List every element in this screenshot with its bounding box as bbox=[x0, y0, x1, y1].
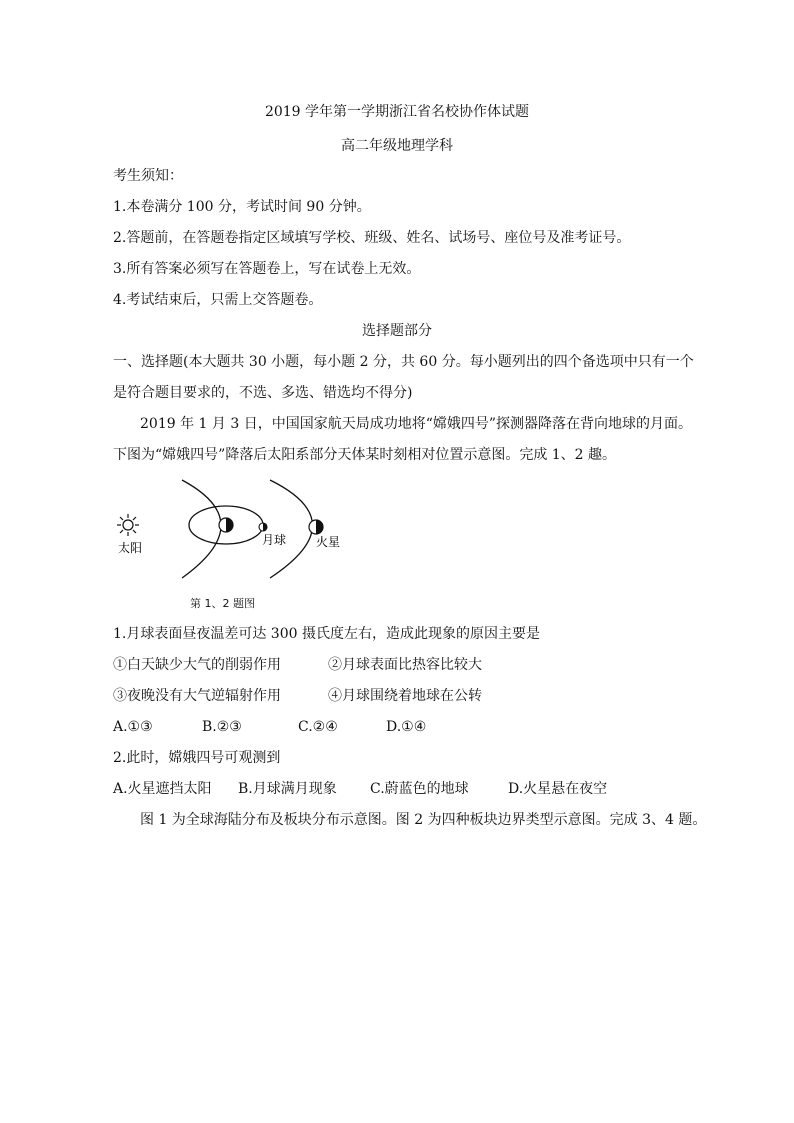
notice-item: 3.所有答案必须写在答题卷上，写在试卷上无效。 bbox=[113, 261, 421, 277]
choice-d: D.火星悬在夜空 bbox=[508, 781, 608, 797]
solar-system-diagram bbox=[110, 472, 370, 612]
statement: ②月球表面比热容比较大 bbox=[328, 657, 482, 673]
choice-b: B.月球满月现象 bbox=[238, 781, 337, 797]
earth-icon bbox=[219, 518, 233, 532]
choice-c: C.蔚蓝色的地球 bbox=[370, 781, 469, 797]
section-instructions: 一、选择题(本大题共 30 小题，每小题 2 分，共 60 分。每小题列出的四个备选项中只有一个 bbox=[113, 354, 694, 370]
figure-caption: 第 1、2 题图 bbox=[190, 597, 255, 610]
section-title: 选择题部分 bbox=[362, 323, 432, 339]
choice-c: C.②④ bbox=[298, 719, 338, 735]
notice-item: 4.考试结束后，只需上交答题卷。 bbox=[113, 292, 323, 308]
choice-a: A.火星遮挡太阳 bbox=[113, 781, 212, 797]
exam-subtitle: 高二年级地理学科 bbox=[341, 138, 453, 154]
question-2-stem: 2.此时，嫦娥四号可观测到 bbox=[113, 750, 281, 766]
notice-item: 2.答题前，在答题卷指定区域填写学校、班级、姓名、试场号、座位号及准考证号。 bbox=[113, 230, 631, 246]
earth-orbit bbox=[182, 480, 221, 578]
choice-b: B.②③ bbox=[202, 719, 242, 735]
question-1-stem: 1.月球表面昼夜温差可达 300 摄氏度左右，造成此现象的原因主要是 bbox=[113, 626, 540, 642]
moon-icon bbox=[259, 523, 267, 531]
mars-label: 火星 bbox=[316, 535, 341, 549]
notice-item: 1.本卷满分 100 分，考试时间 90 分钟。 bbox=[113, 199, 371, 215]
exam-title: 2019 学年第一学期浙江省名校协作体试题 bbox=[264, 104, 530, 120]
statement: ①白天缺少大气的削弱作用 bbox=[113, 657, 281, 673]
choice-a: A.①③ bbox=[113, 719, 153, 735]
statement: ④月球围绕着地球在公转 bbox=[328, 688, 482, 704]
mars-icon bbox=[309, 520, 323, 534]
moon-label: 月球 bbox=[262, 533, 287, 547]
statement: ③夜晚没有大气逆辐射作用 bbox=[113, 688, 281, 704]
passage-text: 2019 年 1 月 3 日，中国国家航天局成功地将“嫦娥四号”探测器降落在背向地球的月面。 bbox=[140, 416, 693, 432]
passage-text: 图 1 为全球海陆分布及板块分布示意图。图 2 为四种板块边界类型示意图。完成 3、4 题。 bbox=[140, 812, 707, 828]
section-instructions: 是符合题目要求的，不选、多选、错选均不得分) bbox=[113, 385, 413, 401]
passage-text: 下图为“嫦娥四号”降落后太阳系部分天体某时刻相对位置示意图。完成 1、2 趣。 bbox=[113, 447, 617, 463]
choice-d: D.①④ bbox=[386, 719, 427, 735]
notice-heading: 考生须知： bbox=[113, 168, 183, 184]
mars-orbit bbox=[270, 480, 313, 578]
sun-label: 太阳 bbox=[118, 541, 143, 555]
sun-icon bbox=[117, 514, 139, 536]
